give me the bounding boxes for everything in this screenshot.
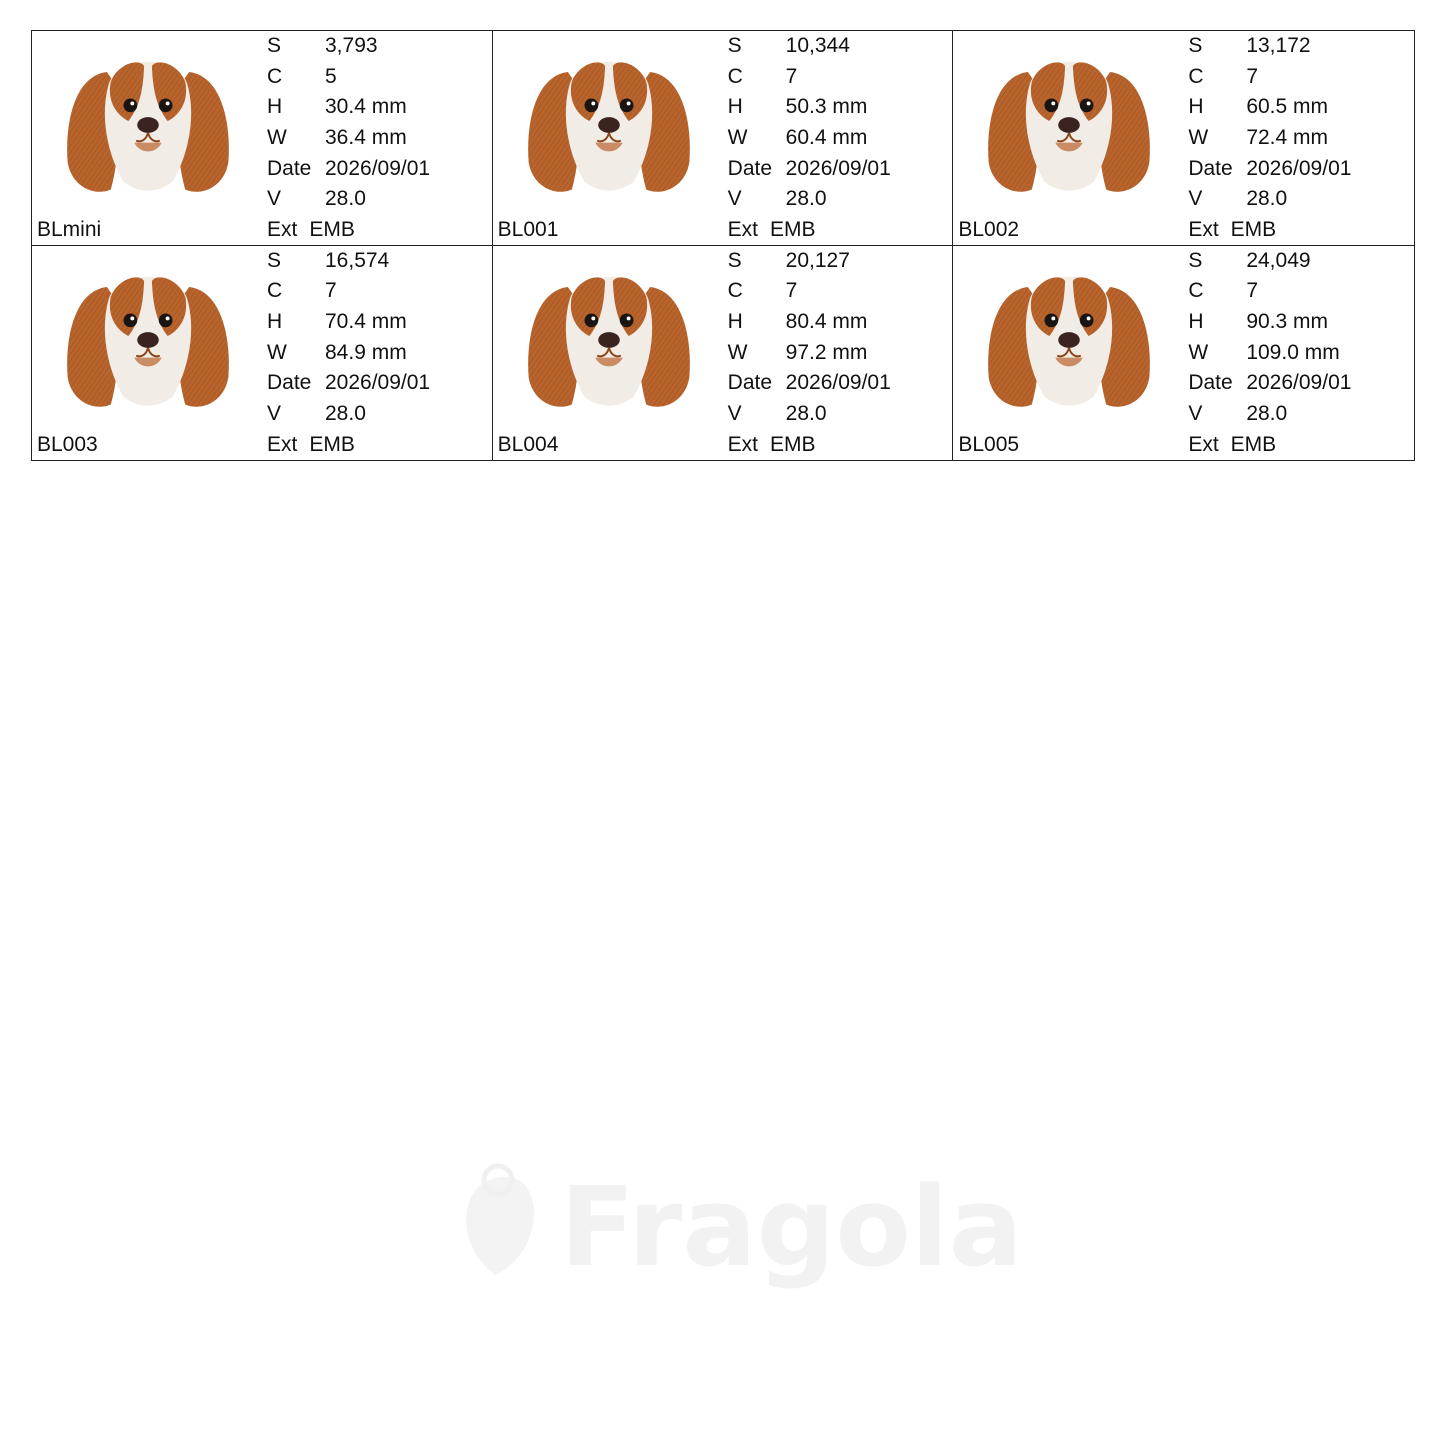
height-value: 50.3 mm — [785, 95, 868, 119]
design-card[interactable] — [32, 246, 493, 461]
date-value: 2026/09/01 — [325, 371, 431, 395]
dog-embroidery-thumbnail — [971, 43, 1167, 203]
design-card[interactable] — [953, 31, 1414, 246]
version-value: 28.0 — [325, 401, 366, 425]
design-stats: S 20,127 C 7 H 80.4 mm W 97.2 mm Date 2026/09/01 V 28.0 — [727, 248, 891, 425]
design-name: BL001 — [497, 217, 559, 241]
design-card[interactable] — [493, 246, 954, 461]
width-value: 109.0 mm — [1246, 340, 1340, 364]
file-extension: Ext EMB — [727, 433, 816, 456]
stitch-count: 3,793 — [325, 34, 378, 58]
date-value: 2026/09/01 — [325, 156, 431, 180]
design-name: BL005 — [958, 433, 1020, 456]
file-extension: Ext EMB — [727, 217, 816, 241]
stitch-count: 24,049 — [1246, 248, 1311, 272]
design-stats: S 16,574 C 7 H 70.4 mm W 84.9 mm Date 2026/09/01 V 28.0 — [267, 248, 431, 425]
dog-embroidery-thumbnail — [971, 258, 1167, 418]
width-value: 84.9 mm — [325, 340, 407, 364]
dog-embroidery-thumbnail — [50, 258, 246, 418]
version-value: 28.0 — [1246, 187, 1288, 211]
dog-embroidery-thumbnail — [511, 43, 707, 203]
design-stats: S 3,793 C 5 H 30.4 mm W 36.4 mm Date 2026/09/01 V 28.0 — [267, 34, 431, 211]
stitch-count: 20,127 — [785, 248, 850, 272]
design-name: BL002 — [958, 217, 1020, 241]
stitch-count: 16,574 — [325, 248, 390, 272]
color-count: 7 — [785, 64, 798, 88]
date-value: 2026/09/01 — [1246, 371, 1352, 395]
file-extension: Ext EMB — [1188, 433, 1277, 456]
date-value: 2026/09/01 — [785, 371, 891, 395]
color-count: 7 — [325, 279, 337, 303]
design-stats: S 24,049 C 7 H 90.3 mm W 109.0 mm Date 2026/09/01 V 28.0 — [1188, 248, 1352, 425]
width-value: 36.4 mm — [325, 126, 407, 150]
design-card[interactable] — [953, 246, 1414, 461]
dog-embroidery-thumbnail — [50, 43, 246, 203]
stitch-count: 13,172 — [1246, 34, 1311, 58]
design-name: BL004 — [497, 433, 559, 456]
height-value: 30.4 mm — [325, 95, 407, 119]
file-extension: Ext EMB — [1188, 217, 1277, 241]
date-value: 2026/09/01 — [785, 156, 891, 180]
stitch-count: 10,344 — [785, 34, 850, 58]
version-value: 28.0 — [785, 187, 827, 211]
color-count: 5 — [325, 64, 337, 88]
design-stats: S 10,344 C 7 H 50.3 mm W 60.4 mm Date 2026/09/01 V 28.0 — [727, 34, 891, 211]
color-count: 7 — [1246, 64, 1259, 88]
design-name: BLmini — [37, 217, 102, 241]
design-card[interactable] — [32, 31, 493, 246]
height-value: 60.5 mm — [1246, 95, 1329, 119]
file-extension: Ext EMB — [267, 217, 355, 241]
dog-embroidery-thumbnail — [511, 258, 707, 418]
fragola-watermark-logo — [450, 1150, 1050, 1290]
design-name: BL003 — [37, 433, 98, 456]
date-value: 2026/09/01 — [1246, 156, 1352, 180]
svg-text:Fragola: Fragola — [560, 1163, 1023, 1290]
version-value: 28.0 — [785, 401, 827, 425]
height-value: 90.3 mm — [1246, 309, 1329, 333]
version-value: 28.0 — [325, 187, 366, 211]
width-value: 97.2 mm — [785, 340, 868, 364]
design-sheet — [31, 30, 1415, 461]
design-card[interactable] — [493, 31, 954, 246]
version-value: 28.0 — [1246, 401, 1288, 425]
height-value: 80.4 mm — [785, 309, 868, 333]
height-value: 70.4 mm — [325, 309, 407, 333]
file-extension: Ext EMB — [267, 433, 355, 456]
design-stats: S 13,172 C 7 H 60.5 mm W 72.4 mm Date 2026/09/01 V 28.0 — [1188, 34, 1352, 211]
color-count: 7 — [785, 279, 798, 303]
color-count: 7 — [1246, 279, 1259, 303]
width-value: 60.4 mm — [785, 126, 868, 150]
width-value: 72.4 mm — [1246, 126, 1329, 150]
